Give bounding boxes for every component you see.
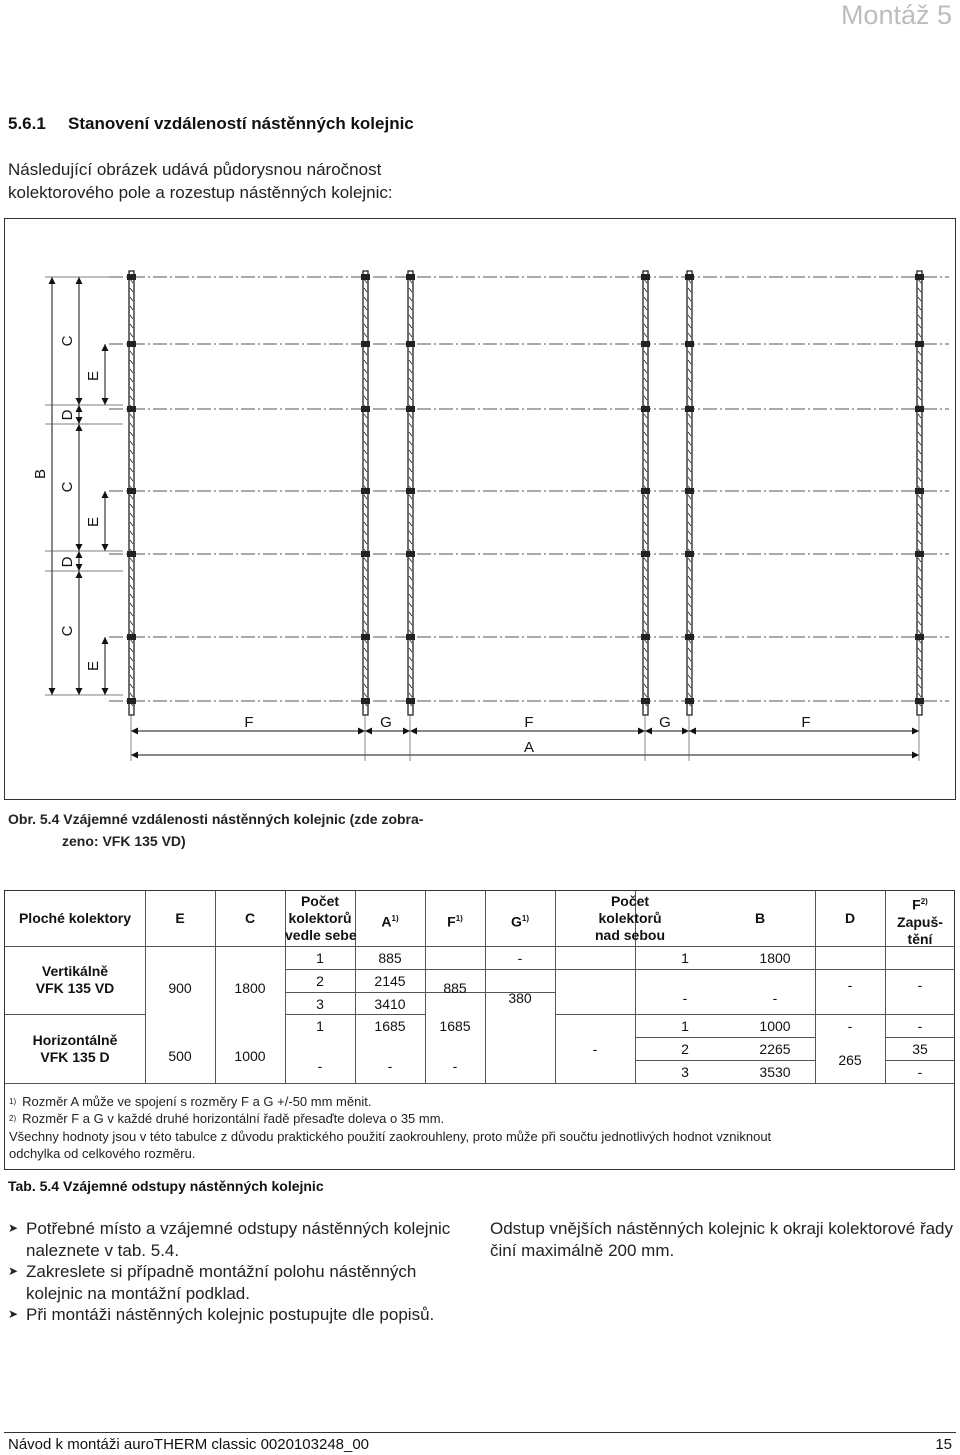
figure-caption xyxy=(8,808,423,852)
footer-divider xyxy=(4,1432,956,1433)
cell-v-G: 380 xyxy=(508,990,532,1006)
cell-h-above-2: 2 xyxy=(681,1041,689,1057)
section-title-text: Stanovení vzdáleností nástěnných kolejnic xyxy=(68,114,414,133)
bullet-arrow-icon: ➤ xyxy=(8,1264,19,1278)
cell-h-above-1: 1 xyxy=(681,1018,689,1034)
rail-clamp xyxy=(641,406,650,412)
dim-label-E-bottom: E xyxy=(85,660,102,672)
footnote-2 xyxy=(9,1110,444,1127)
table-caption: Tab. 5.4 Vzájemné odstupy nástěnných kolejnic xyxy=(8,1178,324,1194)
rail-clamp xyxy=(127,488,136,494)
col-header-F xyxy=(425,910,485,931)
rail-clamp xyxy=(915,698,924,704)
col-header-G-sup: 1) xyxy=(521,914,529,923)
instruction-item xyxy=(8,1261,458,1304)
col-header-G xyxy=(485,910,555,931)
cell-v-side-1: 1 xyxy=(316,950,324,966)
rail-clamp xyxy=(406,406,415,412)
cell-h-D-1: - xyxy=(847,1018,853,1034)
dim-label-C-top: C xyxy=(59,335,76,347)
figure-caption-line2: zeno: VFK 135 VD) xyxy=(62,833,186,849)
rail-clamp xyxy=(406,488,415,494)
cell-h-B-3: 3530 xyxy=(759,1064,791,1080)
col-header-count-side xyxy=(285,893,355,944)
instruction-text: Při montáži nástěnných kolejnic postupujte dle popisů. xyxy=(26,1305,435,1324)
col-header-F-text: F xyxy=(447,913,456,930)
row-group-vertical-line2: VFK 135 VD xyxy=(35,980,115,996)
rail-clamp xyxy=(641,488,650,494)
cell-v-G-1: - xyxy=(517,950,523,966)
figure-caption-line1: Obr. 5.4 Vzájemné vzdálenosti nástěnných kolejnic (zde zobra- xyxy=(8,811,424,827)
col-header-count-above xyxy=(555,893,705,944)
dim-label-G-1: G xyxy=(380,714,392,731)
dim-label-A: A xyxy=(523,739,535,756)
cell-h-F-recess-3: - xyxy=(917,1064,923,1080)
rail-clamp xyxy=(685,488,694,494)
wall-rails xyxy=(127,271,924,715)
footer-document-title: Návod k montáži auroTHERM classic 0020103248_00 xyxy=(8,1436,370,1453)
row-group-vertical-line1: Vertikálně xyxy=(41,963,109,979)
dim-label-F-2: F xyxy=(524,714,534,731)
rail-clamp xyxy=(361,341,370,347)
rail-clamp xyxy=(915,551,924,557)
row-rule xyxy=(555,1014,955,1015)
rail-clamp xyxy=(641,698,650,704)
cell-v-above-1: 1 xyxy=(681,950,689,966)
row-group-vertical xyxy=(5,963,145,997)
panel-grid-lines xyxy=(109,277,949,701)
dim-label-B: B xyxy=(32,468,49,480)
table-group-rule xyxy=(5,1014,145,1015)
rail-spacing-table xyxy=(4,890,955,1170)
rail-clamp xyxy=(127,634,136,640)
cell-h-A-1: 1685 xyxy=(374,1018,406,1034)
table-header-rule xyxy=(5,946,955,947)
col-header-E: E xyxy=(175,910,185,926)
cell-v-C: 1800 xyxy=(234,980,266,996)
rail-clamp xyxy=(361,551,370,557)
row-rule xyxy=(285,969,955,970)
dim-label-C-mid: C xyxy=(59,481,76,493)
instruction-text: Zakreslete si případně montážní polohu nástěnných kolejnic na montážní podklad. xyxy=(26,1262,417,1303)
cell-v-B-dash: - xyxy=(772,990,778,1006)
cell-v-D: - xyxy=(847,977,853,993)
rail-clamp xyxy=(361,274,370,280)
col-header-D: D xyxy=(844,910,856,926)
col-header-A-text: A xyxy=(381,913,392,930)
instruction-text: Potřebné místo a vzájemné odstupy nástěnných kolejnic naleznete v tab. 5.4. xyxy=(26,1219,451,1260)
row-group-horizontal-line2: VFK 135 D xyxy=(40,1049,110,1065)
instruction-list xyxy=(8,1218,458,1326)
cell-h-F-1: 1685 xyxy=(439,1018,471,1034)
cell-h-A-dash: - xyxy=(387,1058,393,1074)
bullet-arrow-icon: ➤ xyxy=(8,1221,19,1235)
rail-clamp xyxy=(127,341,136,347)
rail-clamp xyxy=(685,634,694,640)
dimension-lines xyxy=(45,277,919,761)
col-header-A-sup: 1) xyxy=(391,914,399,923)
cell-v-above-dash: - xyxy=(682,990,688,1006)
footnote-1 xyxy=(9,1093,371,1110)
rail-clamp xyxy=(685,341,694,347)
table-bottom-rule xyxy=(5,1083,955,1084)
rail-clamp xyxy=(685,406,694,412)
rail-clamp xyxy=(127,406,136,412)
col-header-F-recess-sup: 2) xyxy=(920,897,928,906)
col-header-A xyxy=(355,910,425,931)
rail-clamp xyxy=(361,698,370,704)
table-note-line1: Všechny hodnoty jsou v této tabulce z důvodu praktického použití zaokrouhleny, proto může při součtu jednotlivých hodnot vzniknout xyxy=(9,1129,772,1144)
row-rule xyxy=(885,1037,955,1038)
rail-clamp xyxy=(127,551,136,557)
rail-clamp xyxy=(915,634,924,640)
rail-clamp xyxy=(685,551,694,557)
footnote-2-mark: 2) xyxy=(9,1114,17,1123)
dim-label-D-top: D xyxy=(59,409,76,421)
instruction-item xyxy=(8,1304,458,1326)
rail-clamp xyxy=(641,551,650,557)
rail-clamp xyxy=(915,488,924,494)
rail-drawing xyxy=(5,219,955,799)
rail-clamp xyxy=(406,341,415,347)
col-header-C: C xyxy=(244,910,256,926)
rail-clamp xyxy=(406,698,415,704)
row-group-horizontal xyxy=(5,1032,145,1066)
cell-h-F-dash: - xyxy=(452,1058,458,1074)
cell-v-A-3: 3410 xyxy=(374,996,406,1012)
cell-v-F: 885 xyxy=(443,980,467,996)
cell-h-D: 265 xyxy=(838,1052,862,1068)
dim-label-F-1: F xyxy=(244,714,254,731)
rail-clamp xyxy=(915,406,924,412)
rail-clamp xyxy=(641,274,650,280)
rail-clamp xyxy=(361,488,370,494)
rail-clamp xyxy=(915,341,924,347)
cell-h-F-recess-1: - xyxy=(917,1018,923,1034)
cell-h-F-recess-2: 35 xyxy=(912,1041,928,1057)
col-header-count-side-line1: Počet xyxy=(300,893,340,909)
dim-label-F-3: F xyxy=(801,714,811,731)
page-number: 15 xyxy=(935,1436,952,1453)
cell-h-B-2: 2265 xyxy=(759,1041,791,1057)
col-header-F-recess-text: F xyxy=(912,896,921,913)
cell-v-side-3: 3 xyxy=(316,996,324,1012)
col-header-count-side-line3: vedle sebe xyxy=(285,927,357,943)
cell-h-G: - xyxy=(592,1041,598,1057)
edge-distance-note: Odstup vnějších nástěnných kolejnic k okraji kolektorové řady činí maximálně 200 mm. xyxy=(490,1219,954,1260)
col-header-F-recess-line3: tění xyxy=(907,930,933,947)
cell-v-side-2: 2 xyxy=(316,973,324,989)
cell-h-B-1: 1000 xyxy=(759,1018,791,1034)
section-title xyxy=(8,114,414,134)
col-header-G-text: G xyxy=(510,913,522,930)
chapter-header: Montáž 5 xyxy=(840,0,952,30)
cell-h-side-dash: - xyxy=(317,1058,323,1074)
row-rule xyxy=(885,1060,955,1061)
dim-label-D-mid: D xyxy=(59,556,76,568)
dim-label-E-mid: E xyxy=(85,516,102,528)
footnote-1-mark: 1) xyxy=(9,1097,17,1106)
cell-h-C: 1000 xyxy=(234,1048,266,1064)
col-header-count-above-line1: Počet xyxy=(610,893,650,909)
rail-clamp xyxy=(406,551,415,557)
col-header-F-recess xyxy=(885,893,955,948)
col-header-B: B xyxy=(754,910,766,926)
cell-h-E: 500 xyxy=(168,1048,192,1064)
col-header-F-recess-line2: Zapuš- xyxy=(897,913,943,930)
section-number: 5.6.1 xyxy=(8,114,46,133)
col-header-count-side-line2: kolektorů xyxy=(288,910,352,926)
cell-h-above-3: 3 xyxy=(681,1064,689,1080)
dim-label-E-top: E xyxy=(85,370,102,382)
rail-clamp xyxy=(127,274,136,280)
cell-v-A-2: 2145 xyxy=(374,973,406,989)
dim-label-C-bottom: C xyxy=(59,625,76,637)
instruction-item xyxy=(8,1218,458,1261)
col-header-count-above-line2: kolektorů xyxy=(598,910,662,926)
rail-clamp xyxy=(915,274,924,280)
rail-clamp xyxy=(361,634,370,640)
cell-v-E: 900 xyxy=(168,980,192,996)
table-note-line2: odchylka od celkového rozměru. xyxy=(9,1146,196,1161)
dim-label-G-2: G xyxy=(659,714,671,731)
rail-clamp xyxy=(361,406,370,412)
rail-clamp xyxy=(406,274,415,280)
rail-clamp xyxy=(127,698,136,704)
row-rule xyxy=(635,1037,815,1038)
footnote-1-text: Rozměr A může ve spojení s rozměry F a G +/-50 mm měnit. xyxy=(22,1094,372,1109)
intro-paragraph: Následující obrázek udává půdorysnou náročnost kolektorového pole a rozestup nástěnných kolejnic: xyxy=(8,160,393,202)
rail-clamp xyxy=(406,634,415,640)
cell-v-F-recess: - xyxy=(917,977,923,993)
col-header-type: Ploché kolektory xyxy=(18,910,132,926)
col-header-count-above-line3: nad sebou xyxy=(594,927,665,943)
rail-clamp xyxy=(641,634,650,640)
bullet-arrow-icon: ➤ xyxy=(8,1307,19,1321)
rail-clamp xyxy=(685,698,694,704)
rail-clamp xyxy=(641,341,650,347)
cell-v-B: 1800 xyxy=(759,950,791,966)
row-group-horizontal-line1: Horizontálně xyxy=(32,1032,118,1048)
cell-v-A-1: 885 xyxy=(378,950,402,966)
cell-h-side-1: 1 xyxy=(316,1018,324,1034)
rail-clamp xyxy=(685,274,694,280)
col-header-F-sup: 1) xyxy=(455,914,463,923)
footnote-2-text: Rozměr F a G v každé druhé horizontální řadě přesaďte doleva o 35 mm. xyxy=(22,1111,445,1126)
rail-spacing-figure xyxy=(4,218,956,800)
row-rule xyxy=(635,1060,815,1061)
